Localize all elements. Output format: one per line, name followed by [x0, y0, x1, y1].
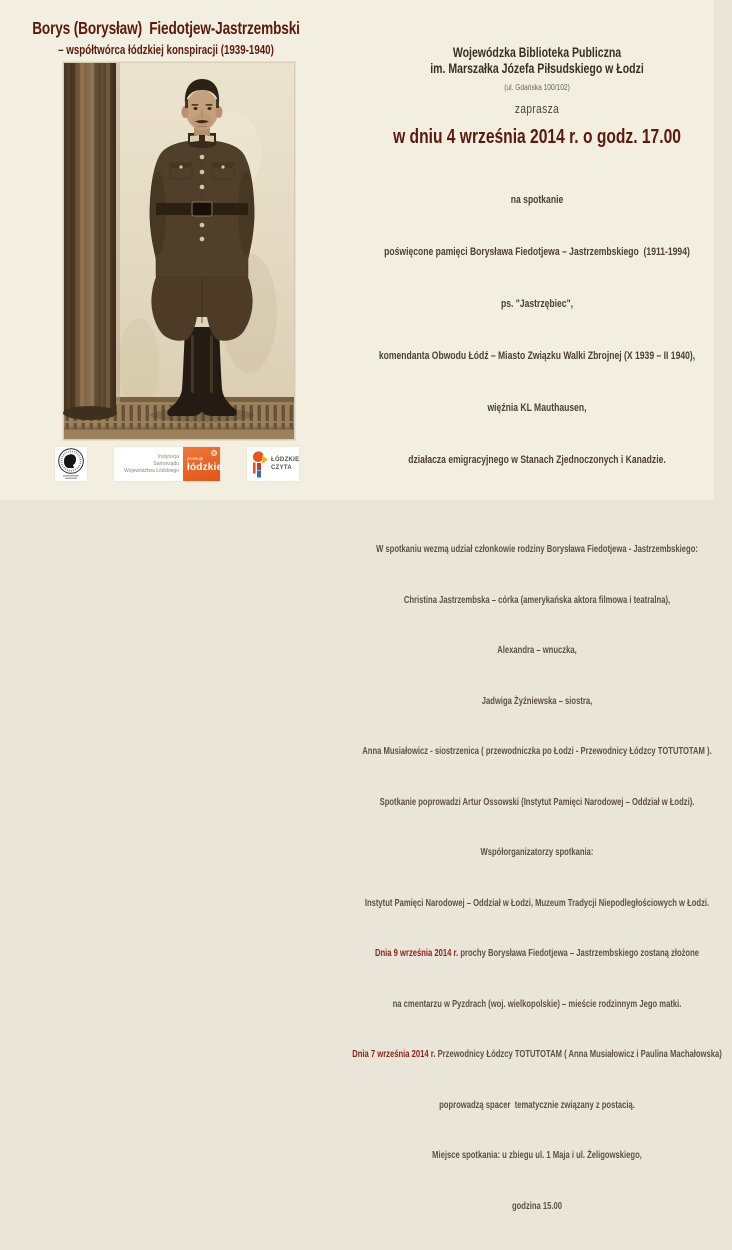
details-line: na cmentarzu w Pyzdrach (woj. wielkopolskie) – mieście rodzinnym Jego matki. [392, 998, 682, 1010]
details-line-date7: Dnia 7 września 2014 r. Przewodnicy Łódzcy TOTUTOTAM ( Anna Musiałowicz i Paulina Machałowska) [352, 1049, 722, 1060]
date7-highlight: Dnia 7 września 2014 r. [352, 1049, 436, 1060]
event-datetime: w dniu 4 września 2014 r. o godz. 17.00 [393, 126, 681, 148]
invites-word: zaprasza [514, 101, 560, 116]
czyta-caption: ŁÓDZKIE CZYTA [271, 457, 300, 471]
details-line: Współorganizatorzy spotkania: [480, 847, 594, 858]
dedication-line: na spotkanie [510, 194, 564, 206]
lodzkie-czyta-logo [247, 447, 299, 481]
details-line: W spotkaniu wezmą udział członkowie rodziny Borysława Fiedotjewa - Jastrzembskiego: [376, 544, 698, 555]
date9-highlight: Dnia 9 września 2014 r. [374, 948, 459, 959]
details-line: poprowadzą spacer tematycznie związany z postacią. [439, 1099, 635, 1111]
portrait-photo [63, 62, 295, 440]
invitation-text-column [342, 45, 732, 1250]
details-line-date9: Dnia 9 września 2014 r. prochy Borysława Fiedotjewa – Jastrzembskiego zostaną złożone [374, 948, 700, 959]
details-block [342, 507, 732, 1250]
library-seal-icon [55, 447, 87, 481]
details-line: Jadwiga Żyźniewska – siostra, [481, 695, 593, 707]
lodzkie-sponsor-logo [114, 447, 223, 481]
lodzkie-czyta-icon [250, 450, 268, 478]
organizer-name-line1: Wojewódzka Biblioteka Publiczna [452, 45, 622, 60]
dedication-line: ps. "Jastrzębiec", [500, 298, 574, 310]
dedication-line: więźnia KL Mauthausen, [487, 402, 587, 414]
organizer-name-line2: im. Marszałka Józefa Piłsudskiego w Łodzi [430, 61, 644, 76]
page-title: Borys (Borysław) Fiedotjew-Jastrzembski [32, 18, 300, 38]
dedication-block [342, 156, 732, 504]
sponsor-caption: Instytucja Samorządu Województwa Łódzkiego [124, 453, 179, 474]
organizer-address: (ul. Gdańska 100/102) [504, 82, 570, 92]
dedication-line: poświęcone pamięci Borysława Fiedotjewa – Jastrzembskiego (1911-1994) [384, 246, 690, 258]
venue-time: godzina 15.00 [511, 1200, 563, 1212]
details-line: Instytut Pamięci Narodowej – Oddział w Łodzi, Muzeum Tradycji Niepodległościowych w Łodzi. [364, 897, 710, 909]
portrait-illustration [64, 63, 294, 439]
dedication-line: komendanta Obwodu Łódź – Miasto Związku Walki Zbrojnej (X 1939 – II 1940), [378, 350, 696, 362]
details-line: Spotkanie poprowadzi Artur Ossowski (Instytut Pamięci Narodowej – Oddział w Łodzi). [379, 796, 695, 808]
details-line: Christina Jastrzembska – córka (amerykańska aktora filmowa i teatralna), [403, 594, 671, 606]
details-line: Anna Musiałowicz - siostrzenica ( przewodniczka po Łodzi - Przewodnicy Łódzcy TOTUTOTAM ). [362, 746, 712, 757]
tag-hole-icon [211, 450, 217, 456]
poster-title-block [10, 18, 322, 57]
dedication-line: działacza emigracyjnego w Stanach Zjednoczonych i Kanadzie. [408, 454, 666, 466]
details-line: Alexandra – wnuczka, [497, 645, 577, 656]
library-seal-logo [55, 447, 87, 481]
lodzkie-brand-tag: promuje łódzkie [183, 447, 220, 481]
page-subtitle: – współtwórca łódzkiej konspiracji (1939-1940) [58, 43, 274, 57]
venue-line: Miejsce spotkania: u zbiegu ul. 1 Maja i ul. Żeligowskiego, [432, 1150, 642, 1161]
